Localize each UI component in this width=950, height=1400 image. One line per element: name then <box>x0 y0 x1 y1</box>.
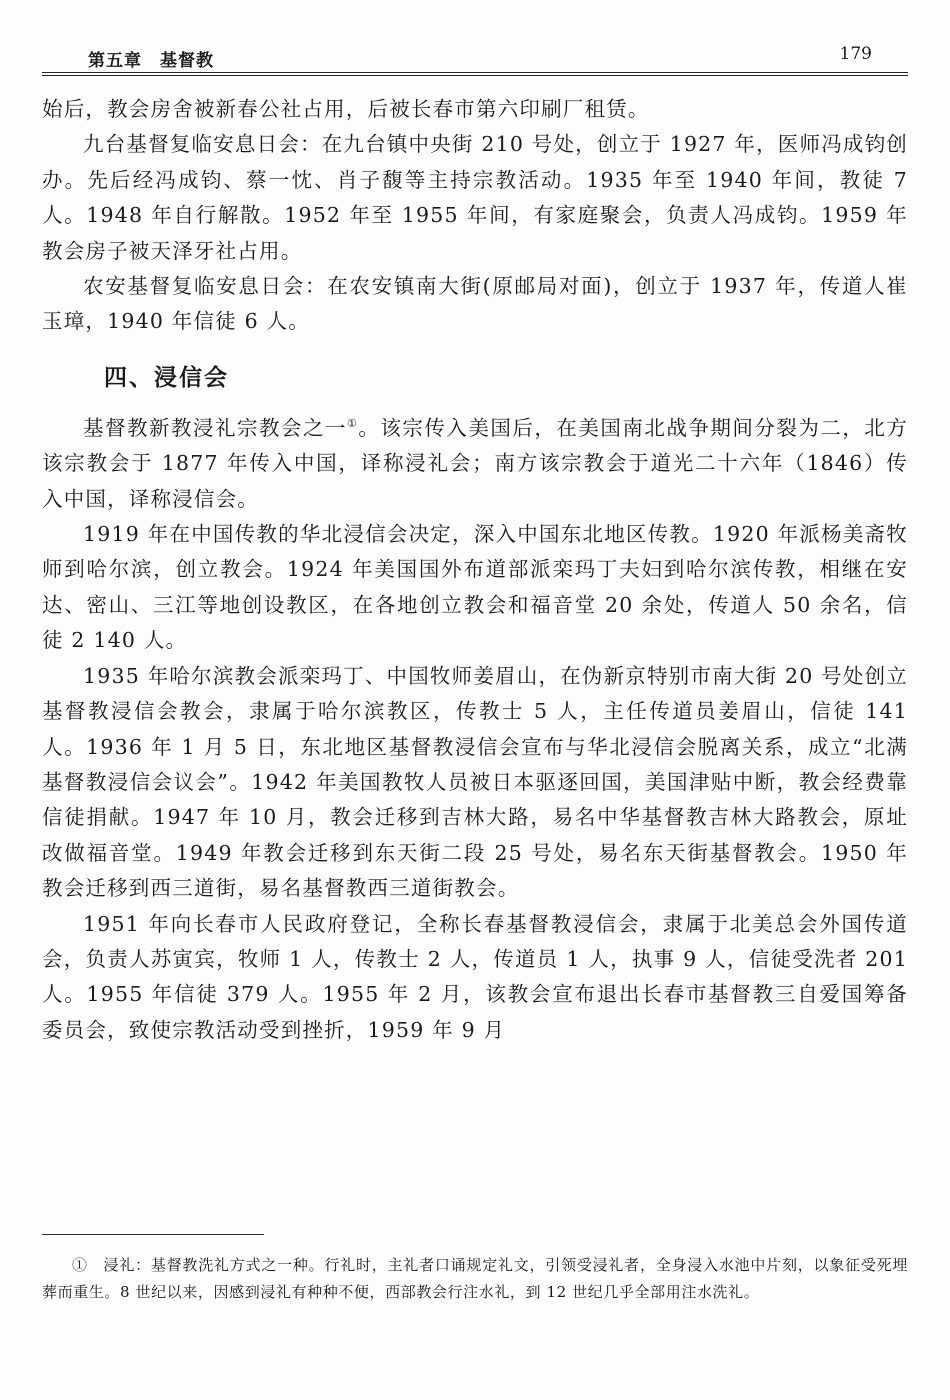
footnotes <box>42 1252 908 1306</box>
footnote: ① 浸礼：基督教洗礼方式之一种。行礼时，主礼者口诵规定礼文，引领受浸礼者，全身浸入水池中片刻，以象征受死埋葬而重生。8 世纪以来，因感到浸礼有种种不便，西部教会行注水礼，到 12 世纪几乎全部用注水洗礼。 <box>42 1256 908 1301</box>
section-heading: 四、浸信会 <box>104 364 229 391</box>
paragraph: 1935 年哈尔滨教会派栾玛丁、中国牧师姜眉山，在伪新京特别市南大街 20 号处创立基督教浸信会教会，隶属于哈尔滨教区，传教士 5 人，主任传道员姜眉山，信徒 141 人。1936 年 1 月 5 日，东北地区基督教浸信会宣布与华北浸信会脱离关系，成立“北满基督教浸信会议会”。1942 年美国教牧人员被日本驱逐回国，美国津贴中断，教会经费靠信徒捐献。1947 年 10 月，教会迁移到吉林大路，易名中华基督教吉林大路教会，原址改做福音堂。1949 年教会迁移到东天街二段 25 号处，易名东天街基督教会。1950 年教会迁移到西三道街，易名基督教西三道街教会。 <box>42 663 908 901</box>
paragraph: 九台基督复临安息日会：在九台镇中央街 210 号处，创立于 1927 年，医师冯成钧创办。先后经冯成钧、蔡一忱、肖子馥等主持宗教活动。1935 年至 1940 年间，教徒 7 人。1948 年自行解散。1952 年至 1955 年间，有家庭聚会，负责人冯成钧。1959 年教会房子被天泽牙社占用。 <box>42 132 908 263</box>
running-head <box>42 44 908 76</box>
paragraph: 始后，教会房舍被新春公社占用，后被长春市第六印刷厂租赁。 <box>42 97 650 121</box>
main-text <box>42 92 908 1048</box>
paragraph <box>42 411 908 517</box>
paragraph: 1951 年向长春市人民政府登记，全称长春基督教浸信会，隶属于北美总会外国传道会，负责人苏寅宾，牧师 1 人，传教士 2 人，传道员 1 人，执事 9 人，信徒受洗者 201 人。1955 年信徒 379 人。1955 年 2 月，该教会宣布退出长春市基督教三自爱国筹备委员会，致使宗教活动受到挫折，1959 年 9 月 <box>42 911 908 1042</box>
paragraph: 农安基督复临安息日会：在农安镇南大街(原邮局对面)，创立于 1937 年，传道人崔玉璋，1940 年信徒 6 人。 <box>42 274 908 334</box>
footnote-reference: ① <box>346 417 359 431</box>
page-number: 179 <box>839 44 872 64</box>
paragraph: 1919 年在中国传教的华北浸信会决定，深入中国东北地区传教。1920 年派杨美斋牧师到哈尔滨，创立教会。1924 年美国国外布道部派栾玛丁夫妇到哈尔滨传教，相继在安达、密山、三江等地创设教区，在各地创立教会和福音堂 20 余处，传道人 50 余名，信徒 2 140 人。 <box>42 522 908 653</box>
paragraph-text: 基督教新教浸礼宗教会之一 <box>83 415 347 440</box>
footnote-divider <box>42 1234 264 1235</box>
paragraph-text: 。该宗传入美国后，在美国南北战争期间分裂为二，北方该宗教会于 1877 年传入中国，译称浸礼会；南方该宗教会于道光二十六年（1846）传入中国，译称浸信会。 <box>42 415 909 511</box>
chapter-title: 第五章 基督教 <box>88 51 214 71</box>
